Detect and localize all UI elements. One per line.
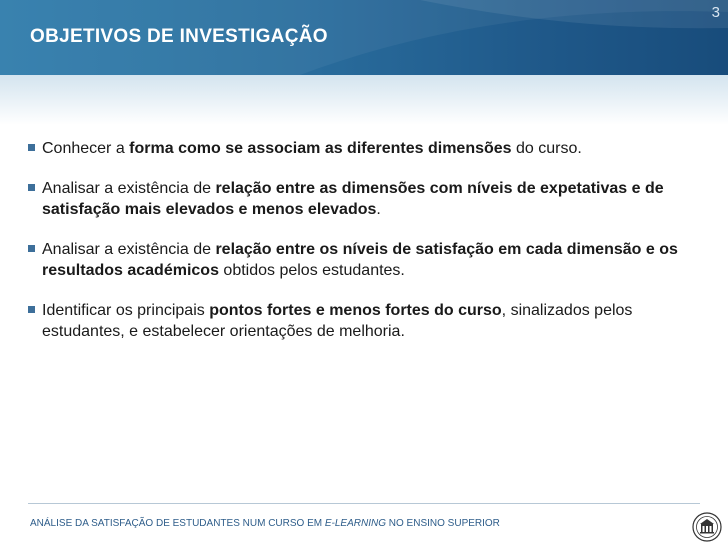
footer — [30, 518, 500, 529]
list-item — [28, 178, 708, 220]
bullet-text: . — [376, 201, 381, 218]
footer-text: ANÁLISE DA SATISFAÇÃO DE ESTUDANTES NUM CURSO EM — [30, 518, 325, 529]
bullet-emphasis: relação entre os níveis de satisfação em cada dimensão e os resultados académicos — [42, 241, 678, 279]
slide-number: 3 — [711, 4, 720, 21]
page-title: OBJETIVOS DE INVESTIGAÇÃO — [30, 26, 328, 47]
header-gradient-band — [0, 75, 728, 125]
bullet-text: Conhecer a — [42, 140, 130, 157]
footer-emphasis: E-LEARNING — [324, 518, 386, 529]
bullet-text: Analisar a existência de — [42, 180, 216, 197]
university-seal-icon — [692, 512, 722, 542]
footer-text: NO ENSINO SUPERIOR — [386, 518, 500, 529]
list-item — [28, 300, 708, 342]
footer-divider — [28, 503, 700, 504]
list-item — [28, 239, 708, 281]
bullet-text: Identificar os principais — [42, 302, 210, 319]
square-bullet-icon — [28, 144, 35, 151]
list-item — [28, 138, 708, 159]
bullet-text: obtidos pelos estudantes. — [218, 262, 405, 279]
square-bullet-icon — [28, 245, 35, 252]
bullet-list — [28, 138, 708, 361]
bullet-emphasis: pontos fortes e menos fortes do curso — [209, 302, 502, 319]
bullet-text: Analisar a existência de — [42, 241, 216, 258]
square-bullet-icon — [28, 306, 35, 313]
bullet-text: , sinalizados pelos estudantes, e estabelecer orientações de melhoria. — [42, 302, 633, 340]
bullet-emphasis: forma como se associam as diferentes dimensões — [129, 140, 512, 157]
title-bar — [0, 0, 728, 75]
bullet-emphasis: relação entre as dimensões com níveis de expetativas e de satisfação mais elevados e menos elevados — [42, 180, 664, 218]
bullet-text: do curso. — [511, 140, 582, 157]
square-bullet-icon — [28, 184, 35, 191]
